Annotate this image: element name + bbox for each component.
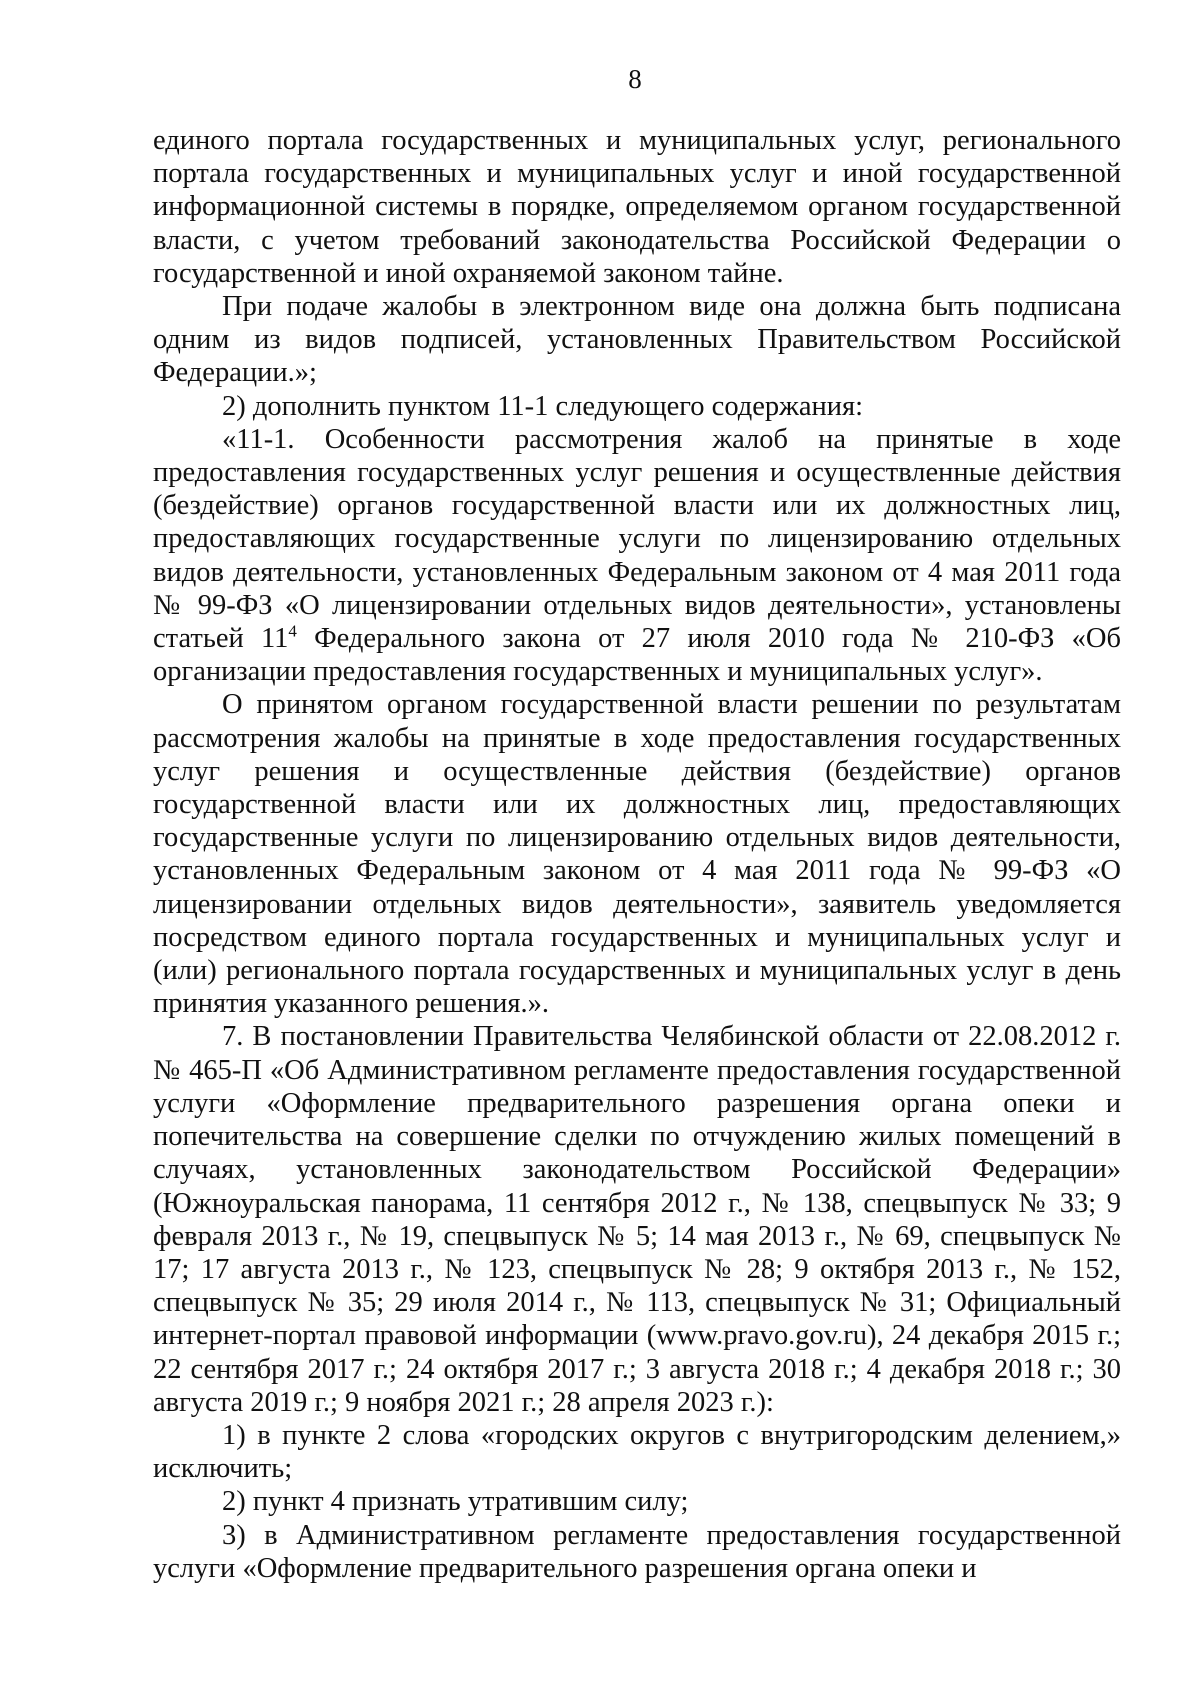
paragraph-item-7-resolution: 7. В постановлении Правительства Челябинской области от 22.08.2012 г. № 465-П «Об Административном регламенте предоставления государственной услуги «Оформление предварительного разрешения органа опеки и попечительства на совершение сделки по отчуждению жилых помещений в случаях, установленных законодательством Российской Федерации» (Южноуральская панорама, 11 сентября 2012 г., № 138, спецвыпуск № 33; 9 февраля 2013 г., № 19, спецвыпуск № 5; 14 мая 2013 г., № 69, спецвыпуск № 17; 17 августа 2013 г., № 123, спецвыпуск № 28; 9 октября 2013 г., № 152, спецвыпуск № 35; 29 июля 2014 г., № 113, спецвыпуск № 31; Официальный интернет-портал правовой информации (www.pravo.gov.ru), 24 декабря 2015 г.; 22 сентября 2017 г.; 24 октября 2017 г.; 3 августа 2018 г.; 4 декабря 2018 г.; 30 августа 2019 г.; 9 ноября 2021 г.; 28 апреля 2023 г.): xyxy=(153,1021,1121,1418)
paragraph-item-11-1 xyxy=(153,423,1121,689)
document-body xyxy=(153,124,1121,1585)
article-superscript: 4 xyxy=(288,621,297,641)
paragraph-subitem-3: 3) в Административном регламенте предоставления государственной услуги «Оформление предварительного разрешения органа опеки и xyxy=(153,1519,1121,1584)
paragraph-item-11-1-text-after: Федерального закона от 27 июля 2010 года № 210-ФЗ «Об организации предоставления государственных и муниципальных услуг». xyxy=(153,623,1121,688)
paragraph-electronic-signature: При подаче жалобы в электронном виде она должна быть подписана одним из видов подписей, установленных Правительством Российской Федерации.»; xyxy=(153,291,1121,389)
paragraph-add-item-11-1: 2) дополнить пунктом 11-1 следующего содержания: xyxy=(222,390,864,422)
paragraph-item-11-1-text: «11-1. Особенности рассмотрения жалоб на принятые в ходе предоставления государственных услуг решения и осуществленные действия (бездействие) органов государственной власти или их должностных лиц, предоставляющих государственные услуги по лицензированию отдельных видов деятельности, установленных Федеральным законом от 4 мая 2011 года № 99-ФЗ «О лицензировании отдельных видов деятельности», установлены статьей 11 xyxy=(153,423,1121,655)
page-number: 8 xyxy=(628,64,642,94)
paragraph-subitem-2: 2) пункт 4 признать утратившим силу; xyxy=(222,1486,689,1518)
paragraph-decision-notification: О принятом органом государственной власти решении по результатам рассмотрения жалобы на принятые в ходе предоставления государственных услуг решения и осуществленные действия (бездействие) органов государственной власти или их должностных лиц, предоставляющих государственные услуги по лицензированию отдельных видов деятельности, установленных Федеральным законом от 4 мая 2011 года № 99-ФЗ «О лицензировании отдельных видов деятельности», заявитель уведомляется посредством единого портала государственных и муниципальных услуг и (или) регионального портала государственных и муниципальных услуг в день принятия указанного решения.». xyxy=(153,689,1121,1020)
paragraph-subitem-1: 1) в пункте 2 слова «городских округов с внутригородским делением,» исключить; xyxy=(153,1419,1121,1485)
paragraph-portal-continuation: единого портала государственных и муниципальных услуг, регионального портала государственных и муниципальных услуг и иной государственной информационной системы в порядке, определяемом органом государственной власти, с учетом требований законодательства Российской Федерации о государственной и иной охраняемой законом тайне. xyxy=(153,125,1121,289)
